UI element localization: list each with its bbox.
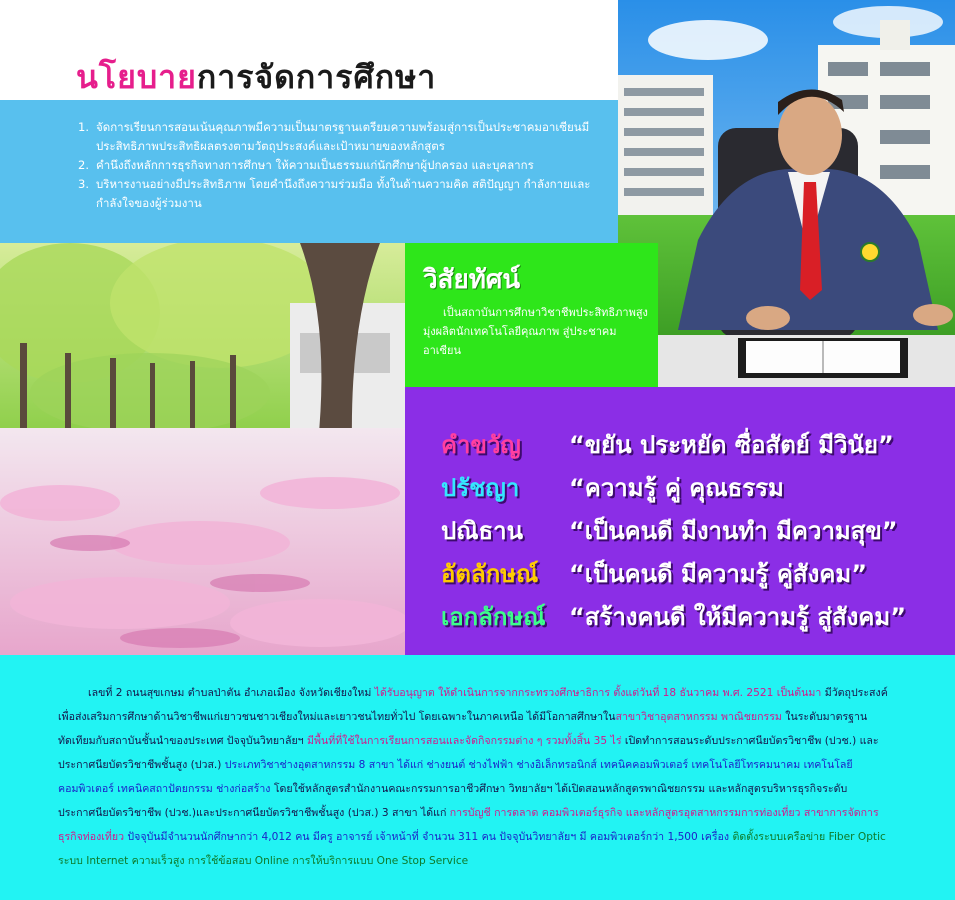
- info-objective: มีวัตถุประสงค์เพื่อส่งเสริมการศึกษาด้านวิชาชีพแก่เยาวชนชาวเชียงใหม่และเยาวชนไทยทั่วไป โดยเฉพาะในภาคเหนือ ได้มีโอกาสศึกษาใน: [58, 687, 888, 723]
- campus-building-photo: [618, 0, 955, 387]
- policy-list: [78, 118, 598, 213]
- motto-label: ปณิธาน: [441, 517, 524, 545]
- vision-line-1: เป็นสถาบันการศึกษาวิชาชีพประสิทธิภาพสูง: [443, 306, 648, 319]
- vision-line-2: มุ่งผลิตนักเทคโนโลยีคุณภาพ สู่ประชาคมอาเซียน: [423, 325, 617, 357]
- info-area: มีพื้นที่ที่ใช้ในการเรียนการสอนและจัดกิจกรรมต่าง ๆ รวมทั้งสิ้น 35 ไร่: [307, 735, 622, 747]
- motto-row-philosophy: [441, 468, 784, 506]
- info-fields: สาขาวิชาอุตสาหกรรม พาณิชยกรรม: [615, 711, 782, 723]
- policy-item-number: 2.: [78, 158, 89, 172]
- info-commerce-programs: การบัญชี การตลาด คอมพิวเตอร์ธุรกิจ และหลักสูตรอุตสาหกรรมการท่องเที่ยว สาขาการจัดการธุรกิจท่องเที่ยว: [58, 807, 879, 843]
- motto-label: อัตลักษณ์: [441, 560, 539, 588]
- info-industrial-programs: ประเภทวิชาช่างอุตสาหกรรม 8 สาขา ได้แก่ ช่างยนต์ ช่างไฟฟ้า ช่างอิเล็กทรอนิกส์ เทคนิคคอมพิวเตอร์ เทคโนโลยีโทรคมนาคม เทคโนโลยีคอมพิวเตอร์ เทคนิคสถาปัตยกรรม ช่างก่อสร้าง: [58, 759, 853, 795]
- motto-box: [405, 387, 955, 655]
- policy-item: [78, 156, 598, 175]
- motto-value: “เป็นคนดี มีความรู้ คู่สังคม”: [569, 560, 867, 588]
- motto-label: ปรัชญา: [441, 474, 520, 502]
- policy-title: [76, 52, 436, 103]
- motto-label: คำขวัญ: [441, 431, 521, 459]
- motto-row-resolution: [441, 511, 898, 549]
- policy-item-number: 1.: [78, 120, 89, 134]
- info-levels: เปิดทำการสอนระดับประกาศนียบัตรวิชาชีพ (ปวช.) และ ประกาศนียบัตรวิชาชีพชั้นสูง (ปวส.): [58, 735, 879, 771]
- info-box: [0, 655, 955, 900]
- info-address: เลขที่ 2 ถนนสุขเกษม ตำบลป่าตัน อำเภอเมือง จังหวัดเชียงใหม่: [88, 687, 375, 699]
- motto-value: “สร้างคนดี ให้มีความรู้ สู่สังคม”: [569, 603, 907, 631]
- info-commerce-intro: โดยใช้หลักสูตรสำนักงานคณะกรรมการอาชีวศึกษา วิทยาลัยฯ ได้เปิดสอนหลักสูตรพาณิชยกรรม และหลักสูตรบริหารธุรกิจระดับประกาศนียบัตรวิชาชีพ (ปวช.)และประกาศนียบัตรวิชาชีพชั้นสูง (ปวส.) 3 สาขา ได้แก่: [58, 783, 848, 819]
- motto-row-uniqueness: [441, 597, 906, 635]
- info-standard: ในระดับมาตรฐานทัดเทียมกับสถาบันชั้นนำของประเทศ ปัจจุบันวิทยาลัยฯ: [58, 711, 868, 747]
- info-paragraph: [58, 681, 893, 873]
- info-license: ได้รับอนุญาต ให้ดำเนินการจากกระทรวงศึกษาธิการ ตั้งแต่วันที่ 18 ธันวาคม พ.ศ. 2521 เป็นต้นมา: [374, 687, 822, 699]
- policy-item-number: 3.: [78, 177, 89, 191]
- vision-text: [423, 303, 651, 360]
- motto-value: “เป็นคนดี มีงานทำ มีความสุข”: [569, 517, 898, 545]
- policy-item-text: คำนึงถึงหลักการธุรกิจทางการศึกษา ให้ความเป็นธรรมแก่นักศึกษาผู้ปกครอง และบุคลากร: [96, 158, 534, 172]
- policy-item-text: จัดการเรียนการสอนเน้นคุณภาพมีความเป็นมาตรฐานเตรียมความพร้อมสู่การเป็นประชาคมอาเซียนมีประสิทธิภาพประสิทธิผลตรงตามวัตถุประสงค์และเป้าหมายของหลักสูตร: [96, 120, 590, 153]
- motto-value: “ขยัน ประหยัด ซื่อสัตย์ มีวินัย”: [569, 431, 894, 459]
- policy-item-text: บริหารงานอย่างมีประสิทธิภาพ โดยคำนึงถึงความร่วมมือ ทั้งในด้านความคิด สติปัญญา กำลังกายและกำลังใจของผู้ร่วมงาน: [96, 177, 591, 210]
- pink-blossom-tree-photo: [0, 243, 405, 655]
- motto-value: “ความรู้ คู่ คุณธรรม: [569, 474, 784, 502]
- motto-row-identity: [441, 554, 867, 592]
- policy-title-band: [0, 0, 618, 100]
- policy-item: [78, 118, 598, 156]
- vision-box: [405, 243, 658, 387]
- director-portrait-photo: [618, 0, 955, 387]
- policy-title-highlight: นโยบาย: [76, 58, 197, 96]
- policy-title-rest: การจัดการศึกษา: [196, 58, 437, 96]
- motto-row-kham-kwan: [441, 425, 894, 463]
- info-stats: ปัจจุบันมีจำนวนนักศึกษากว่า 4,012 คน มีครู อาจารย์ เจ้าหน้าที่ จำนวน 311 คน ปัจจุบันวิทยาลัยฯ มี คอมพิวเตอร์กว่า 1,500 เครื่อง: [124, 831, 730, 843]
- vision-title: วิสัยทัศน์: [423, 265, 521, 295]
- blossom-scene: [0, 243, 405, 655]
- policy-box: [0, 100, 618, 243]
- info-network: ติดตั้งระบบเครือข่าย Fiber Optic ระบบ Internet ความเร็วสูง การใช้ข้อสอบ Online การให้บริการแบบ One Stop Service: [58, 831, 886, 867]
- policy-item: [78, 175, 598, 213]
- motto-label: เอกลักษณ์: [441, 603, 546, 631]
